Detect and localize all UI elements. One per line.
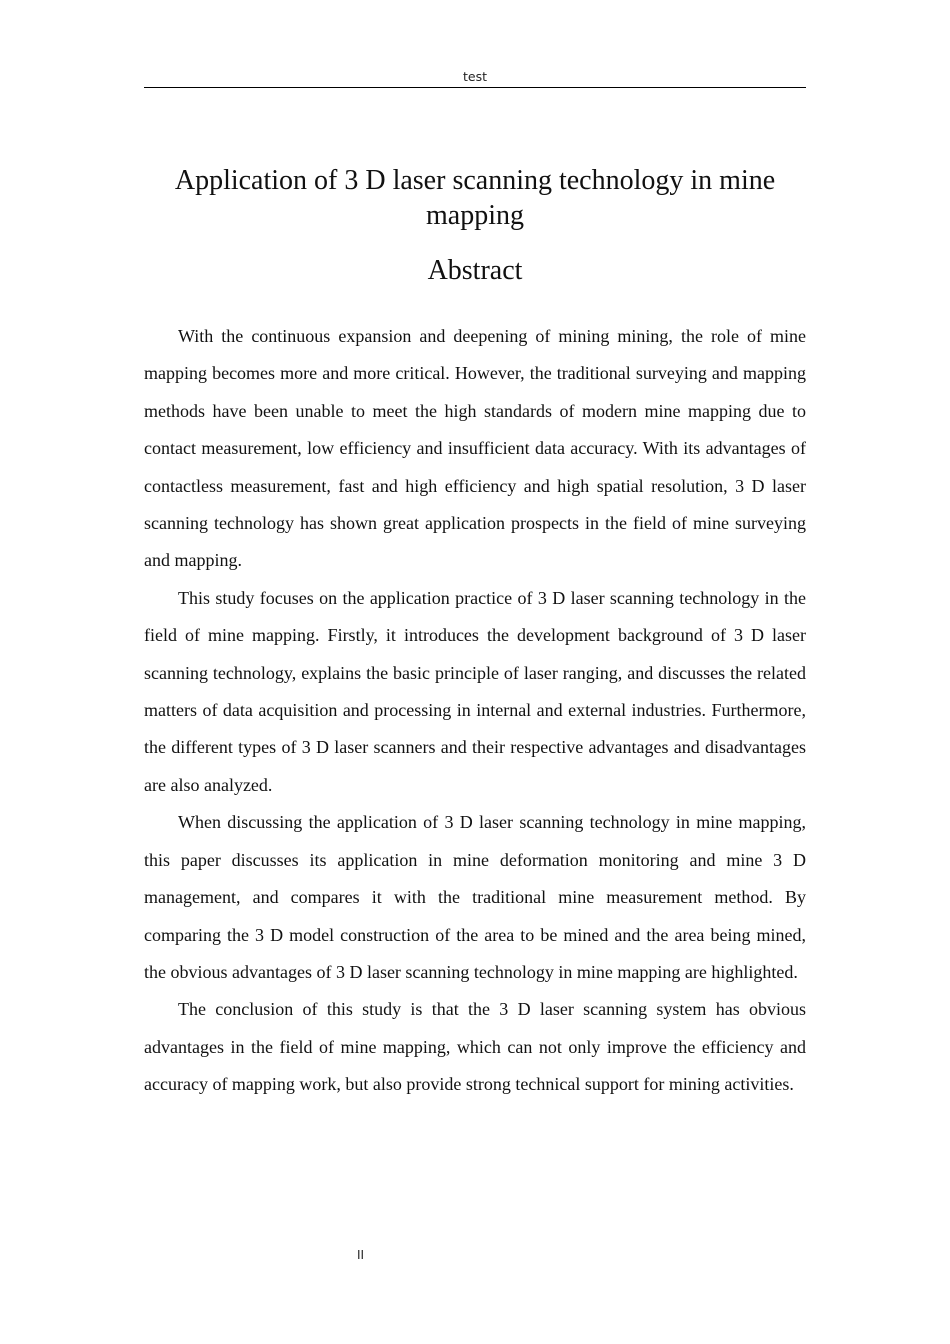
- header-divider: [144, 87, 806, 88]
- abstract-paragraph: This study focuses on the application practice of 3 D laser scanning technology in the field of mine mapping. Firstly, it introduces the development background of 3 D laser scanning technology, explains the basic principle of laser ranging, and discusses the related matters of data acquisition and processing in internal and external industries. Furthermore, the different types of 3 D laser scanners and their respective advantages and disadvantages are also analyzed.: [144, 587, 806, 795]
- abstract-heading: Abstract: [427, 255, 523, 286]
- abstract-paragraph: The conclusion of this study is that the 3 D laser scanning system has obvious advantages in the field of mine mapping, which can not only improve the efficiency and accuracy of mapping work, but also provide strong technical support for mining activities.: [144, 999, 806, 1095]
- document-title: Application of 3 D laser scanning technology in mine mapping: [174, 165, 776, 231]
- page-number: II: [357, 1248, 365, 1262]
- abstract-paragraph: With the continuous expansion and deepening of mining mining, the role of mine mapping becomes more and more critical. However, the traditional surveying and mapping methods have been unable to meet the high standards of modern mine mapping due to contact measurement, low efficiency and insufficient data accuracy. With its advantages of contactless measurement, fast and high efficiency and high spatial resolution, 3 D laser scanning technology has shown great application prospects in the field of mine surveying and mapping.: [144, 326, 806, 571]
- abstract-paragraph: When discussing the application of 3 D laser scanning technology in mine mapping, this paper discusses its application in mine deformation monitoring and mine 3 D management, and compares it with the traditional mine measurement method. By comparing the 3 D model construction of the area to be mined and the area being mined, the obvious advantages of 3 D laser scanning technology in mine mapping are highlighted.: [144, 812, 806, 982]
- running-header: test: [462, 69, 487, 84]
- abstract-body: [144, 318, 806, 1104]
